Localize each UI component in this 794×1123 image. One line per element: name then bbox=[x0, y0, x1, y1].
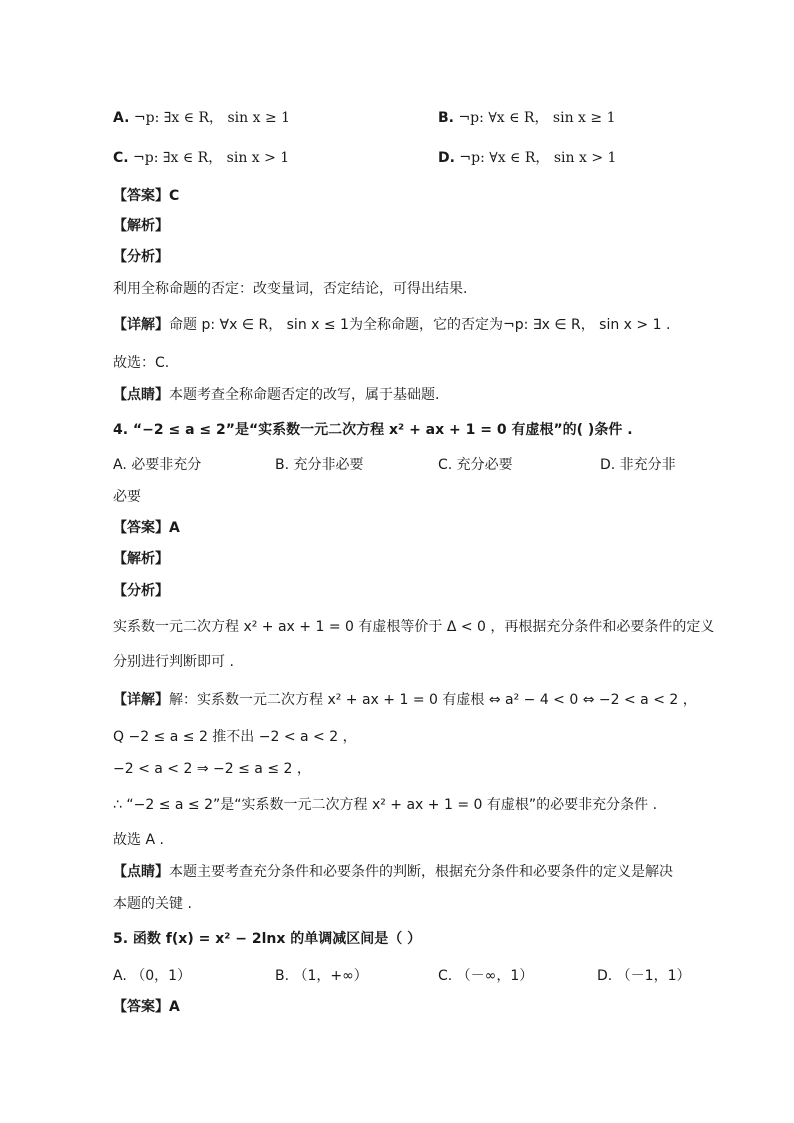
q3-comment-line bbox=[113, 385, 439, 405]
detail-text-4: ∴ “−2 ≤ a ≤ 2”是“实系数一元二次方程 x² + ax + 1 = 0 有虚根”的必要非充分条件 . bbox=[113, 797, 658, 813]
q3-option-c bbox=[113, 148, 289, 168]
comment-tag: 【点睛】 bbox=[113, 864, 169, 880]
comment-text: 本题考查全称命题否定的改写，属于基础题. bbox=[169, 387, 440, 403]
q3-option-a-math: ¬p: ∃x ∈ R， sin x ≥ 1 bbox=[133, 110, 291, 126]
detail-tag: 【详解】 bbox=[113, 317, 169, 333]
answer-tag: 【答案】 bbox=[113, 999, 169, 1015]
q4-comment-line bbox=[113, 862, 673, 882]
q3-answer-line bbox=[113, 186, 179, 206]
detail-text-1: 解：实系数一元二次方程 x² + ax + 1 = 0 有虚根 ⇔ a² − 4 < 0 ⇔ −2 < a < 2 ， bbox=[169, 692, 697, 708]
detail-text: 命题 p: ∀x ∈ R， sin x ≤ 1为全称命题，它的否定为¬p: ∃x ∈ R， sin x > 1 . bbox=[169, 317, 671, 333]
fenxi-tag: 【分析】 bbox=[113, 583, 169, 599]
jiexi-tag: 【解析】 bbox=[113, 551, 169, 567]
q4-stem: 4. “−2 ≤ a ≤ 2”是“实系数一元二次方程 x² + ax + 1 = 0 有虚根”的( )条件 . bbox=[113, 422, 633, 438]
detail-tag: 【详解】 bbox=[113, 692, 169, 708]
fenxi-text-1: 实系数一元二次方程 x² + ax + 1 = 0 有虚根等价于 Δ < 0 ，再根据充分条件和必要条件的定义 bbox=[113, 619, 715, 635]
q3-option-b bbox=[438, 108, 615, 128]
answer-tag: 【答案】 bbox=[113, 520, 169, 536]
q5-stem: 5. 函数 f(x) = x² − 2lnx 的单调减区间是（ ） bbox=[113, 931, 422, 947]
detail-text-3: −2 < a < 2 ⇒ −2 ≤ a ≤ 2 ， bbox=[113, 761, 311, 777]
fenxi-text: 利用全称命题的否定：改变量词，否定结论，可得出结果. bbox=[113, 281, 468, 297]
q3-detail-line bbox=[113, 315, 670, 335]
q4-option-d: D. 非充分非 bbox=[600, 457, 676, 473]
answer-value: A bbox=[169, 999, 180, 1015]
q5-answer-line bbox=[113, 997, 180, 1017]
answer-tag: 【答案】 bbox=[113, 188, 169, 204]
answer-value: C bbox=[169, 188, 180, 204]
q4-option-a: A. 必要非充分 bbox=[113, 457, 202, 473]
jiexi-tag: 【解析】 bbox=[113, 218, 169, 234]
detail-text-2: Q −2 ≤ a ≤ 2 推不出 −2 < a < 2 ， bbox=[113, 729, 357, 745]
comment-text-1: 本题主要考查充分条件和必要条件的判断，根据充分条件和必要条件的定义是解决 bbox=[169, 864, 673, 880]
q3-option-a bbox=[113, 108, 290, 128]
choose-text: 故选：C. bbox=[113, 355, 170, 371]
q3-option-b-label: B. bbox=[438, 110, 454, 126]
q3-option-d-math: ¬p: ∀x ∈ R， sin x > 1 bbox=[459, 150, 617, 166]
q5-option-b: B. （1，+∞） bbox=[275, 968, 368, 984]
q4-answer-line bbox=[113, 518, 180, 538]
q3-option-a-label: A. bbox=[113, 110, 130, 126]
q3-option-c-label: C. bbox=[113, 150, 129, 166]
q5-option-d: D. （－1，1） bbox=[597, 968, 691, 984]
q3-option-b-math: ¬p: ∀x ∈ R， sin x ≥ 1 bbox=[458, 110, 616, 126]
q3-option-d-label: D. bbox=[438, 150, 455, 166]
comment-text-2: 本题的关键 . bbox=[113, 896, 192, 912]
fenxi-text-2: 分别进行判断即可 . bbox=[113, 654, 234, 670]
comment-tag: 【点睛】 bbox=[113, 387, 169, 403]
q4-detail-line bbox=[113, 690, 697, 710]
answer-value: A bbox=[169, 520, 180, 536]
q5-option-c: C. （－∞，1） bbox=[438, 968, 534, 984]
choose-text: 故选 A . bbox=[113, 832, 164, 848]
q5-option-a: A. （0，1） bbox=[113, 968, 192, 984]
q4-option-b: B. 充分非必要 bbox=[275, 457, 364, 473]
q3-option-c-math: ¬p: ∃x ∈ R， sin x > 1 bbox=[133, 150, 290, 166]
q3-option-d bbox=[438, 148, 616, 168]
fenxi-tag: 【分析】 bbox=[113, 249, 169, 265]
q4-option-c: C. 充分必要 bbox=[438, 457, 513, 473]
q4-option-d-continued: 必要 bbox=[113, 489, 141, 505]
